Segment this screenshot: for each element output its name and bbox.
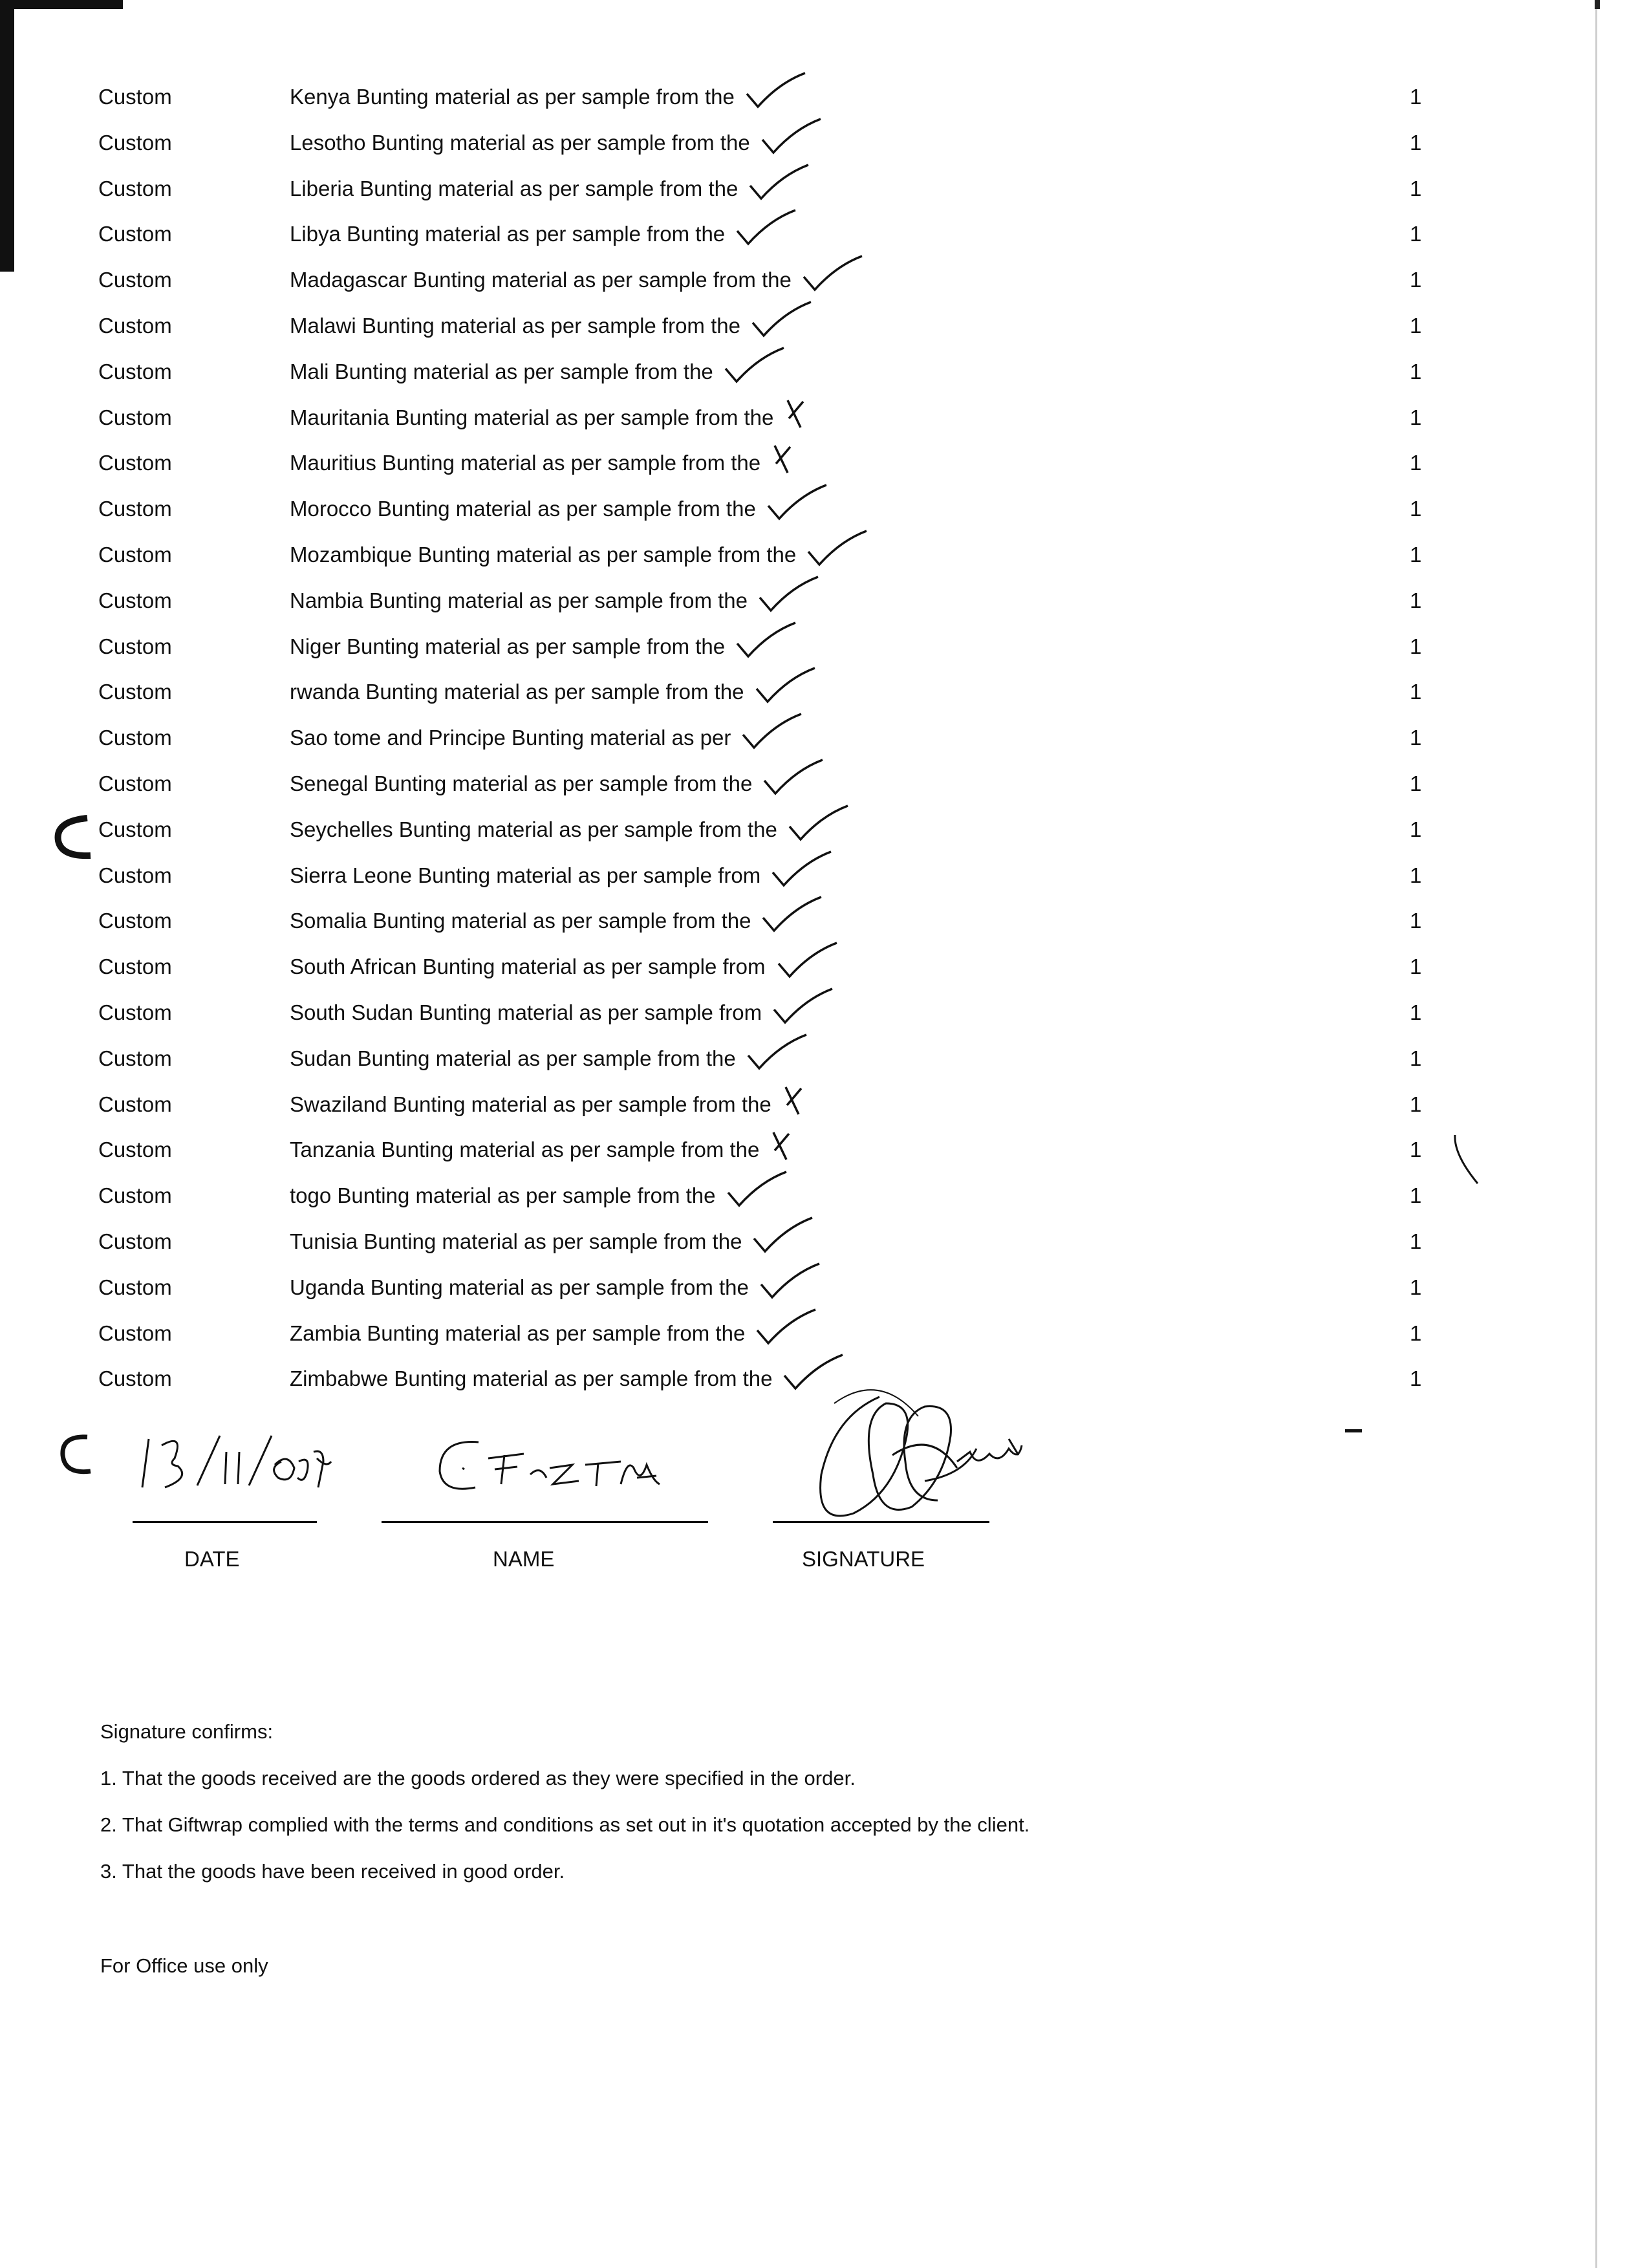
- item-quantity: 1: [1410, 1366, 1422, 1391]
- item-description: Kenya Bunting material as per sample from the: [290, 85, 735, 109]
- handwritten-tick-mark: [740, 707, 817, 759]
- item-type: Custom: [98, 863, 172, 887]
- item-description: Mali Bunting material as per sample from the: [290, 359, 713, 383]
- scan-edge-top: [0, 0, 123, 9]
- name-label: NAME: [493, 1547, 555, 1571]
- handwritten-tick-mark: [757, 570, 834, 622]
- item-type: Custom: [98, 1183, 172, 1208]
- table-row: [0, 310, 1649, 342]
- item-type: Custom: [98, 909, 172, 933]
- margin-bracket-mark-upper: [48, 812, 100, 863]
- signoff-block: [0, 1403, 1649, 1597]
- table-row: [0, 1180, 1649, 1212]
- table-row: [0, 1134, 1649, 1166]
- notes-item-1: 1. That the goods received are the goods ordered as they were specified in the order.: [100, 1767, 856, 1789]
- handwritten-tick-mark: [758, 1257, 835, 1309]
- table-row: [0, 1317, 1649, 1350]
- handwritten-tick-mark: [801, 250, 878, 301]
- handwritten-tick-mark: [722, 341, 800, 393]
- notes-item-3: 3. That the goods have been received in good order.: [100, 1860, 565, 1883]
- item-quantity: 1: [1410, 130, 1422, 155]
- item-quantity: 1: [1410, 588, 1422, 612]
- item-description: Seychelles Bunting material as per sample from the: [290, 817, 777, 841]
- handwritten-date: [129, 1426, 336, 1497]
- table-row: [0, 768, 1649, 800]
- table-row: [0, 585, 1649, 617]
- item-description: Tanzania Bunting material as per sample from the: [290, 1138, 760, 1162]
- item-type: Custom: [98, 543, 172, 567]
- item-quantity: 1: [1410, 909, 1422, 933]
- item-type: Custom: [98, 497, 172, 521]
- item-type: Custom: [98, 1275, 172, 1299]
- signature-scribble: [795, 1377, 1041, 1546]
- item-quantity: 1: [1410, 817, 1422, 841]
- item-quantity: 1: [1410, 955, 1422, 979]
- handwritten-tick-mark: [747, 158, 824, 210]
- item-description: South Sudan Bunting material as per sample from: [290, 1000, 762, 1024]
- table-row: [0, 631, 1649, 663]
- item-type: Custom: [98, 405, 172, 429]
- item-quantity: 1: [1410, 863, 1422, 887]
- item-quantity: 1: [1410, 314, 1422, 338]
- table-row: [0, 814, 1649, 846]
- table-row: [0, 218, 1649, 250]
- item-quantity: 1: [1410, 1229, 1422, 1253]
- item-quantity: 1: [1410, 543, 1422, 567]
- item-type: Custom: [98, 130, 172, 155]
- item-type: Custom: [98, 955, 172, 979]
- item-quantity: 1: [1410, 1183, 1422, 1208]
- table-row: [0, 1042, 1649, 1075]
- table-row: [0, 1226, 1649, 1258]
- item-description: Zambia Bunting material as per sample from the: [290, 1321, 746, 1345]
- item-description: Uganda Bunting material as per sample from the: [290, 1275, 749, 1299]
- handwritten-tick-mark: [771, 982, 848, 1034]
- item-description: Libya Bunting material as per sample from the: [290, 222, 726, 246]
- item-description: Niger Bunting material as per sample from the: [290, 634, 726, 658]
- item-type: Custom: [98, 1046, 172, 1070]
- item-type: Custom: [98, 1138, 172, 1162]
- table-row: [0, 81, 1649, 113]
- item-description: Mauritania Bunting material as per sample from the: [290, 405, 774, 429]
- handwritten-cross-mark: [782, 387, 860, 439]
- handwritten-tick-mark: [751, 1211, 828, 1263]
- handwritten-tick-mark: [765, 479, 843, 530]
- item-type: Custom: [98, 1092, 172, 1116]
- table-row: [0, 676, 1649, 708]
- handwritten-tick-mark: [725, 1165, 803, 1217]
- item-quantity: 1: [1410, 268, 1422, 292]
- item-type: Custom: [98, 588, 172, 612]
- handwritten-cross-mark: [781, 1074, 858, 1126]
- handwritten-name: [427, 1429, 685, 1500]
- margin-bracket-mark: [55, 1429, 100, 1481]
- item-quantity: 1: [1410, 405, 1422, 429]
- handwritten-tick-mark: [761, 753, 839, 805]
- item-quantity: 1: [1410, 359, 1422, 383]
- item-type: Custom: [98, 680, 172, 704]
- item-description: Sao tome and Principe Bunting material as per: [290, 726, 731, 750]
- table-row: [0, 951, 1649, 983]
- handwritten-tick-mark: [734, 616, 812, 668]
- handwritten-tick-mark: [753, 662, 831, 713]
- item-type: Custom: [98, 1321, 172, 1345]
- item-type: Custom: [98, 817, 172, 841]
- item-type: Custom: [98, 1229, 172, 1253]
- item-description: Senegal Bunting material as per sample from the: [290, 772, 753, 795]
- handwritten-tick-mark: [805, 524, 883, 576]
- item-quantity: 1: [1410, 451, 1422, 475]
- table-row: [0, 722, 1649, 754]
- table-row: [0, 905, 1649, 937]
- office-use-label: For Office use only: [100, 1954, 268, 1977]
- item-type: Custom: [98, 268, 172, 292]
- signature-label: SIGNATURE: [802, 1547, 925, 1571]
- item-quantity: 1: [1410, 1138, 1422, 1162]
- item-quantity: 1: [1410, 497, 1422, 521]
- table-row: [0, 859, 1649, 892]
- item-quantity: 1: [1410, 1092, 1422, 1116]
- name-line: [382, 1521, 708, 1523]
- table-row: [0, 1088, 1649, 1121]
- item-quantity: 1: [1410, 1275, 1422, 1299]
- handwritten-tick-mark: [770, 845, 847, 897]
- handwritten-cross-mark: [768, 1119, 846, 1171]
- handwritten-tick-mark: [775, 936, 853, 988]
- scan-edge-right-mark: [1595, 0, 1600, 9]
- item-type: Custom: [98, 1366, 172, 1391]
- item-description: Swaziland Bunting material as per sample from the: [290, 1092, 771, 1116]
- margin-paren-mark-right: [1449, 1132, 1487, 1190]
- item-description: Sierra Leone Bunting material as per sample from: [290, 863, 761, 887]
- item-type: Custom: [98, 176, 172, 200]
- item-description: Sudan Bunting material as per sample from the: [290, 1046, 736, 1070]
- handwritten-tick-mark: [754, 1303, 832, 1355]
- item-quantity: 1: [1410, 726, 1422, 750]
- item-description: Malawi Bunting material as per sample from the: [290, 314, 740, 338]
- item-description: Lesotho Bunting material as per sample from the: [290, 130, 750, 155]
- item-quantity: 1: [1410, 222, 1422, 246]
- item-description: Morocco Bunting material as per sample from the: [290, 497, 756, 521]
- stray-dash-mark: [1345, 1429, 1362, 1432]
- table-row: [0, 402, 1649, 434]
- item-description: Mauritius Bunting material as per sample from the: [290, 451, 761, 475]
- item-type: Custom: [98, 451, 172, 475]
- handwritten-tick-mark: [745, 1028, 823, 1080]
- handwritten-tick-mark: [734, 204, 812, 255]
- table-row: [0, 493, 1649, 525]
- table-row: [0, 997, 1649, 1029]
- item-quantity: 1: [1410, 772, 1422, 795]
- item-description: Tunisia Bunting material as per sample from the: [290, 1229, 742, 1253]
- item-type: Custom: [98, 772, 172, 795]
- item-type: Custom: [98, 222, 172, 246]
- handwritten-tick-mark: [760, 891, 837, 942]
- date-line: [133, 1521, 317, 1523]
- handwritten-tick-mark: [744, 67, 821, 118]
- table-row: [0, 173, 1649, 205]
- item-description: Somalia Bunting material as per sample from the: [290, 909, 751, 933]
- item-quantity: 1: [1410, 1046, 1422, 1070]
- item-quantity: 1: [1410, 85, 1422, 109]
- notes-heading: Signature confirms:: [100, 1720, 274, 1743]
- item-type: Custom: [98, 314, 172, 338]
- handwritten-cross-mark: [770, 433, 847, 484]
- item-quantity: 1: [1410, 634, 1422, 658]
- table-row: [0, 264, 1649, 296]
- handwritten-tick-mark: [786, 799, 864, 851]
- item-type: Custom: [98, 359, 172, 383]
- item-description: South African Bunting material as per sample from: [290, 955, 766, 979]
- item-type: Custom: [98, 634, 172, 658]
- item-type: Custom: [98, 85, 172, 109]
- signature-line: [773, 1521, 989, 1523]
- item-description: Zimbabwe Bunting material as per sample from the: [290, 1366, 773, 1391]
- handwritten-tick-mark: [759, 113, 837, 164]
- table-row: [0, 447, 1649, 479]
- table-row: [0, 1271, 1649, 1304]
- item-quantity: 1: [1410, 680, 1422, 704]
- item-type: Custom: [98, 1000, 172, 1024]
- item-description: Madagascar Bunting material as per sample from the: [290, 268, 792, 292]
- table-row: [0, 127, 1649, 159]
- signature-notes: [100, 1720, 1588, 1906]
- item-quantity: 1: [1410, 176, 1422, 200]
- item-quantity: 1: [1410, 1321, 1422, 1345]
- date-label: DATE: [184, 1547, 240, 1571]
- item-description: togo Bunting material as per sample from the: [290, 1183, 716, 1208]
- table-row: [0, 539, 1649, 571]
- item-description: rwanda Bunting material as per sample from the: [290, 680, 744, 704]
- handwritten-tick-mark: [749, 296, 827, 347]
- item-description: Liberia Bunting material as per sample from the: [290, 176, 738, 200]
- table-row: [0, 356, 1649, 388]
- notes-item-2: 2. That Giftwrap complied with the terms and conditions as set out in it's quotation accepted by the client.: [100, 1813, 1030, 1836]
- item-description: Nambia Bunting material as per sample from the: [290, 588, 748, 612]
- item-type: Custom: [98, 726, 172, 750]
- item-description: Mozambique Bunting material as per sample from the: [290, 543, 797, 567]
- item-quantity: 1: [1410, 1000, 1422, 1024]
